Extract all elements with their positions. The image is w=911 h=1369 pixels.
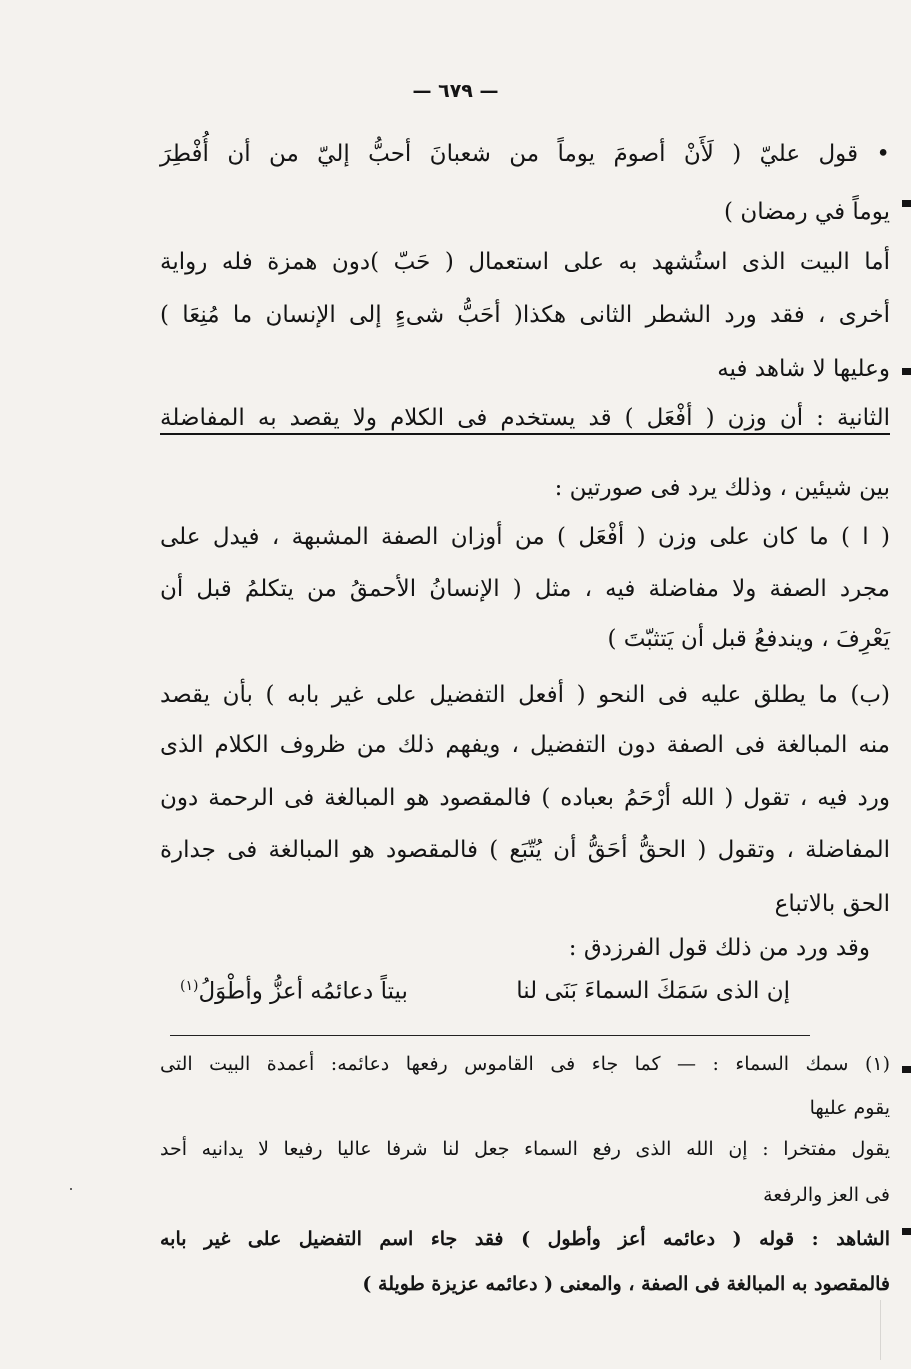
poem-hemistich-second-text: بيتاً دعائمُه أعزُّ وأطْوَلُ: [198, 978, 408, 1005]
footnote-line: فالمقصود به المبالغة فى الصفة ، والمعنى ( دعائمه عزيزة طويلة ): [362, 1273, 890, 1295]
edge-mark: [902, 1066, 911, 1073]
edge-mark: [902, 368, 911, 375]
text-line: مجرد الصفة ولا مفاضلة فيه ، مثل ( الإنسانُ الأحمقُ من يتكلمُ قبل أن: [160, 576, 890, 602]
text-line: الثانية : أن وزن ( أفْعَل ) قد يستخدم فى الكلام ولا يقصد به المفاضلة: [160, 405, 890, 431]
footnote-line: يقول مفتخرا : إن الله الذى رفع السماء جعل لنا شرفا عاليا رفيعا لا يدانيه أحد: [160, 1138, 890, 1160]
footnote-line: (١) سمك السماء : — كما جاء فى القاموس رفعها دعائمه: أعمدة البيت التى: [160, 1053, 890, 1075]
text-line: يَعْرِفَ ، ويندفعُ قبل أن يَتثبّتَ ): [607, 626, 890, 652]
poem-hemistich-first: إن الذى سَمَكَ السماءَ بَنَى لنا: [516, 978, 790, 1004]
text-line: أما البيت الذى استُشهد به على استعمال ( حَبّ )دون همزة فله رواية: [160, 249, 890, 275]
text-line: (ب) ما يطلق عليه فى النحو ( أفعل التفضيل على غير بابه ) بأن يقصد: [160, 682, 890, 708]
poem-verse: [160, 978, 790, 1018]
edge-mark: [902, 200, 911, 207]
page-number: — ٦٧٩ —: [412, 80, 499, 102]
text-line: أخرى ، فقد ورد الشطر الثانى هكذا( أحَبُّ شىءٍ إلى الإنسان ما مُنِعَا ): [160, 302, 890, 328]
text-line: المفاضلة ، وتقول ( الحقُّ أحَقُّ أن يُتّبَع ) فالمقصود هو المبالغة فى جدارة: [160, 837, 890, 863]
text-line: منه المبالغة فى الصفة دون التفضيل ، ويفهم ذلك من ظروف الكلام الذى: [160, 732, 890, 758]
footnote-mark: (١): [180, 978, 199, 994]
footnote-separator: [170, 1035, 810, 1036]
text-line: • قول عليّ ( لَأَنْ أصومَ يوماً من شعبانَ أحبُّ إليّ من أن أُفْطِرَ: [160, 141, 890, 167]
text-line: ( ا ) ما كان على وزن ( أفْعَل ) من أوزان الصفة المشبهة ، فيدل على: [160, 524, 890, 550]
text-line: بين شيئين ، وذلك يرد فى صورتين :: [554, 475, 890, 501]
text-line: ورد فيه ، تقول ( الله أرْحَمُ بعباده ) فالمقصود هو المبالغة فى الرحمة دون: [160, 785, 890, 811]
poem-hemistich-second: [180, 978, 408, 1005]
text-line: وعليها لا شاهد فيه: [717, 356, 890, 382]
text-line: يوماً في رمضان ): [724, 199, 890, 225]
footnote-line: فى العز والرفعة: [763, 1184, 890, 1206]
dust-speck: [70, 1188, 72, 1190]
scan-line: [880, 1300, 881, 1360]
footnote-line: الشاهد : قوله ( دعائمه أعز وأطول ) فقد جاء اسم التفضيل على غير بابه: [160, 1228, 890, 1250]
footnote-line: يقوم عليها: [809, 1097, 890, 1119]
text-line: وقد ورد من ذلك قول الفرزدق :: [568, 935, 870, 961]
text-line: الحق بالاتباع: [774, 891, 890, 917]
edge-mark: [902, 1228, 911, 1235]
